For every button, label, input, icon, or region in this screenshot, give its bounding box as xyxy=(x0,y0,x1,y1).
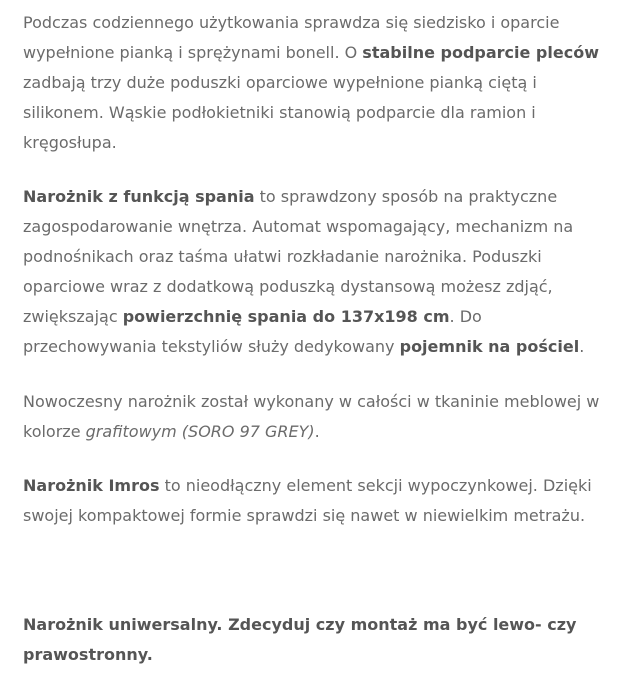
text: to nieodłączny element sekcji wypoczynkowej. Dzięki swojej kompaktowej formie sprawdzi się nawet w niewielkim metrażu. xyxy=(23,476,592,525)
paragraph-comfort xyxy=(23,8,603,158)
italic-text: grafitowym (SORO 97 GREY) xyxy=(85,422,315,441)
text: zadbają trzy duże poduszki oparciowe wypełnione pianką ciętą i silikonem. Wąskie podłokietniki stanowią podparcie dla ramion i kręgosłupa. xyxy=(23,73,537,152)
bold-text: powierzchnię spania do 137x198 cm xyxy=(122,307,450,326)
bold-text: Narożnik uniwersalny. Zdecyduj czy montaż ma być lewo- czy prawostronny. xyxy=(23,615,577,664)
text: . xyxy=(314,422,320,441)
text: Nowoczesny narożnik został wykonany w całości w tkaninie meblowej w kolorze xyxy=(23,392,600,441)
bold-text: Narożnik Imros xyxy=(23,476,160,495)
text: . Do przechowywania tekstyliów służy dedykowany xyxy=(23,307,482,356)
paragraph-universal xyxy=(23,610,603,670)
paragraph-fabric xyxy=(23,387,603,447)
text: to sprawdzony sposób na praktyczne zagospodarowanie wnętrza. Automat wspomagający, mechanizm na podnośnikach oraz taśma ułatwi rozkładanie narożnika. Poduszki oparciowe wraz z dodatkową poduszką dystansową możesz zdjąć, zwiększając xyxy=(23,187,574,326)
bold-text: pojemnik na pościel xyxy=(399,337,580,356)
paragraph-compact xyxy=(23,471,603,531)
paragraph-sleep-function xyxy=(23,182,603,362)
bold-text: Narożnik z funkcją spania xyxy=(23,187,255,206)
text: . xyxy=(579,337,585,356)
text: Podczas codziennego użytkowania sprawdza się siedzisko i oparcie wypełnione pianką i sprężynami bonell. O xyxy=(23,13,560,62)
bold-text: stabilne podparcie pleców xyxy=(362,43,599,62)
